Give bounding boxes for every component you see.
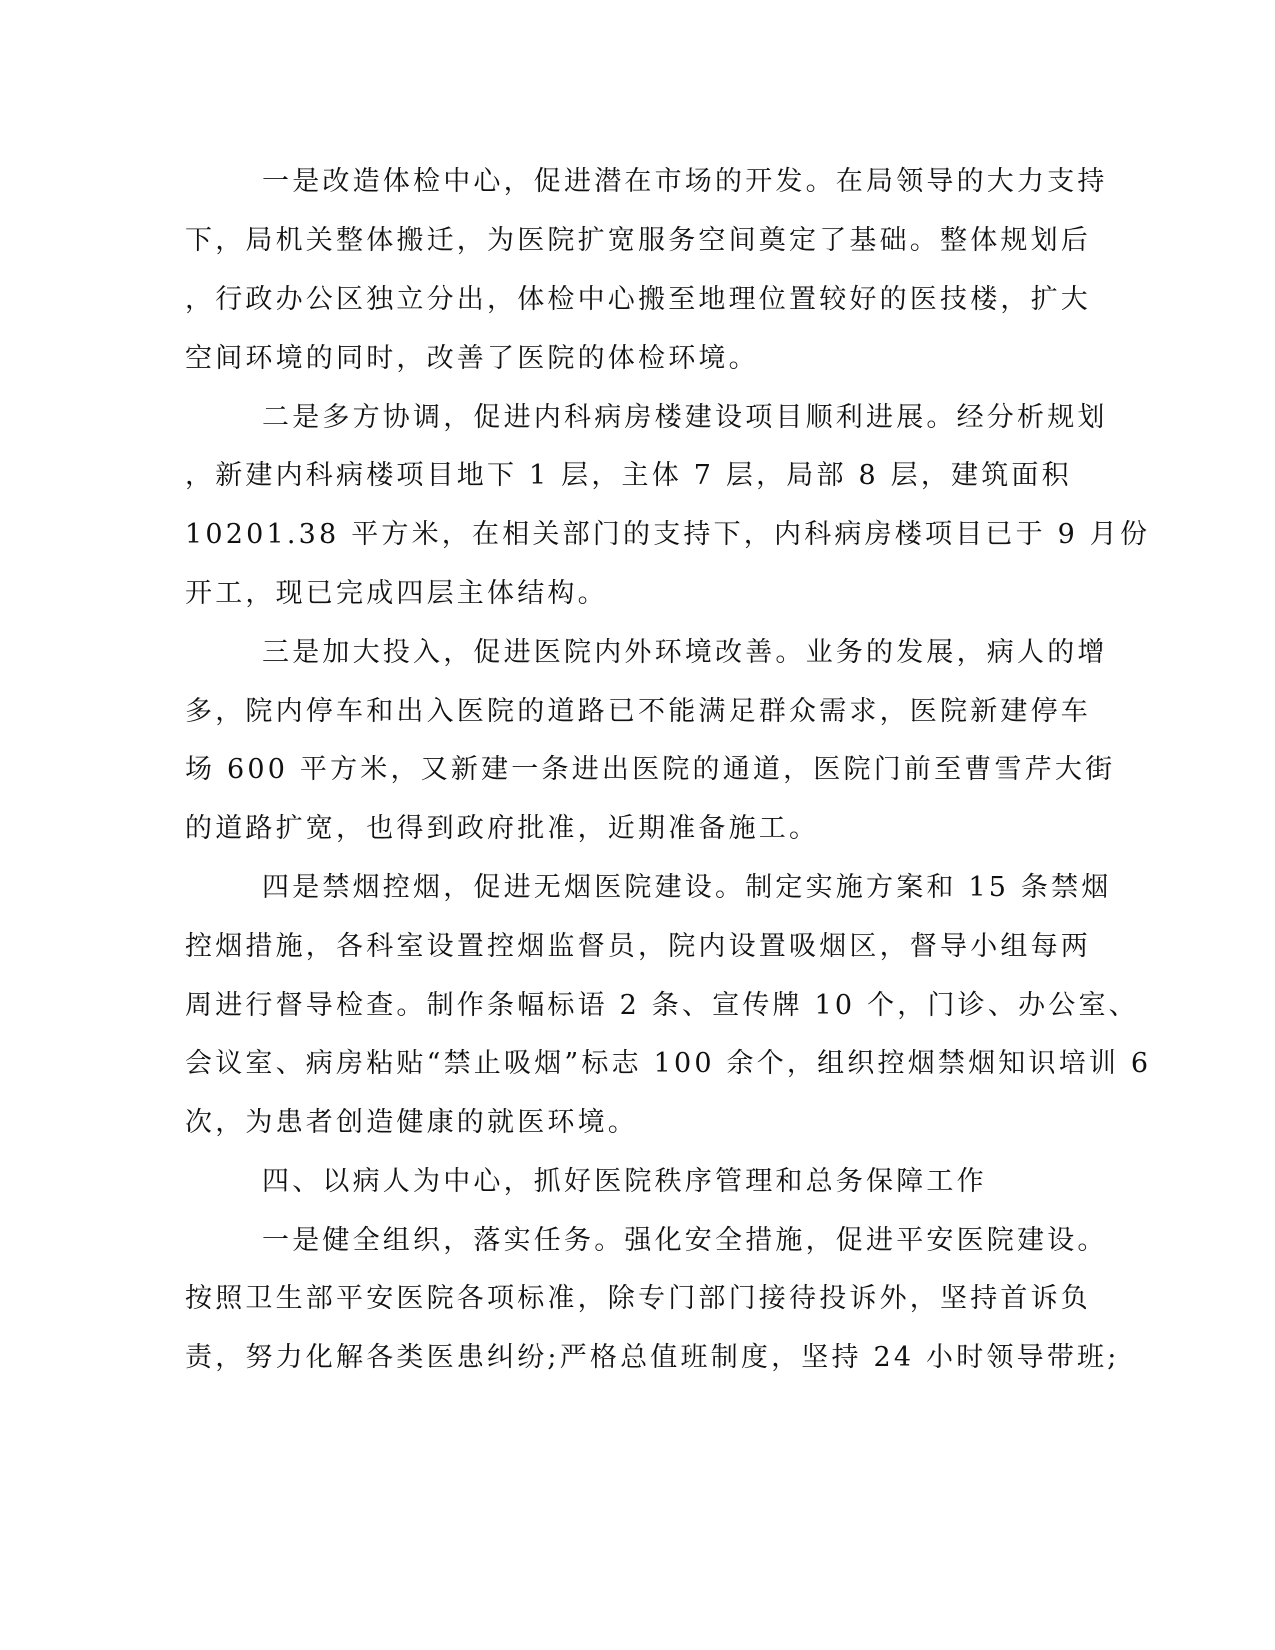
paragraph-4-line-4: 会议室、病房粘贴“禁止吸烟”标志 100 余个，组织控烟禁烟知识培训 6	[185, 1048, 1152, 1079]
paragraph-2-line-1: 二是多方协调，促进内科病房楼建设项目顺利进展。经分析规划	[262, 402, 1108, 433]
paragraph-1-line-3: ，行政办公区独立分出，体检中心搬至地理位置较好的医技楼，扩大	[185, 284, 1091, 315]
paragraph-4-line-5: 次，为患者创造健康的就医环境。	[185, 1107, 638, 1138]
paragraph-1-line-1: 一是改造体检中心，促进潜在市场的开发。在局领导的大力支持	[262, 166, 1108, 197]
paragraph-4-line-3: 周进行督导检查。制作条幅标语 2 条、宣传牌 10 个，门诊、办公室、	[185, 990, 1139, 1021]
paragraph-2-line-3: 10201.38 平方米，在相关部门的支持下，内科病房楼项目已于 9 月份	[185, 519, 1151, 550]
section-heading: 四、以病人为中心，抓好医院秩序管理和总务保障工作	[262, 1166, 987, 1197]
paragraph-1-line-4: 空间环境的同时，改善了医院的体检环境。	[185, 343, 759, 374]
paragraph-5-line-2: 按照卫生部平安医院各项标准，除专门部门接待投诉外，坚持首诉负	[185, 1283, 1091, 1314]
paragraph-3-line-1: 三是加大投入，促进医院内外环境改善。业务的发展，病人的增	[262, 637, 1108, 668]
paragraph-3-line-4: 的道路扩宽，也得到政府批准，近期准备施工。	[185, 813, 820, 844]
paragraph-5-line-1: 一是健全组织，落实任务。强化安全措施，促进平安医院建设。	[262, 1225, 1108, 1256]
paragraph-4-line-1: 四是禁烟控烟，促进无烟医院建设。制定实施方案和 15 条禁烟	[262, 872, 1112, 903]
paragraph-4-line-2: 控烟措施，各科室设置控烟监督员，院内设置吸烟区，督导小组每两	[185, 931, 1091, 962]
paragraph-2-line-4: 开工，现已完成四层主体结构。	[185, 578, 608, 609]
paragraph-1-line-2: 下，局机关整体搬迁，为医院扩宽服务空间奠定了基础。整体规划后	[185, 225, 1091, 256]
paragraph-5-line-3: 责，努力化解各类医患纠纷;严格总值班制度，坚持 24 小时领导带班;	[185, 1342, 1120, 1373]
paragraph-3-line-2: 多，院内停车和出入医院的道路已不能满足群众需求，医院新建停车	[185, 696, 1091, 727]
paragraph-2-line-2: ，新建内科病楼项目地下 1 层，主体 7 层，局部 8 层，建筑面积	[185, 460, 1072, 491]
paragraph-3-line-3: 场 600 平方米，又新建一条进出医院的通道，医院门前至曹雪芹大街	[185, 754, 1116, 785]
